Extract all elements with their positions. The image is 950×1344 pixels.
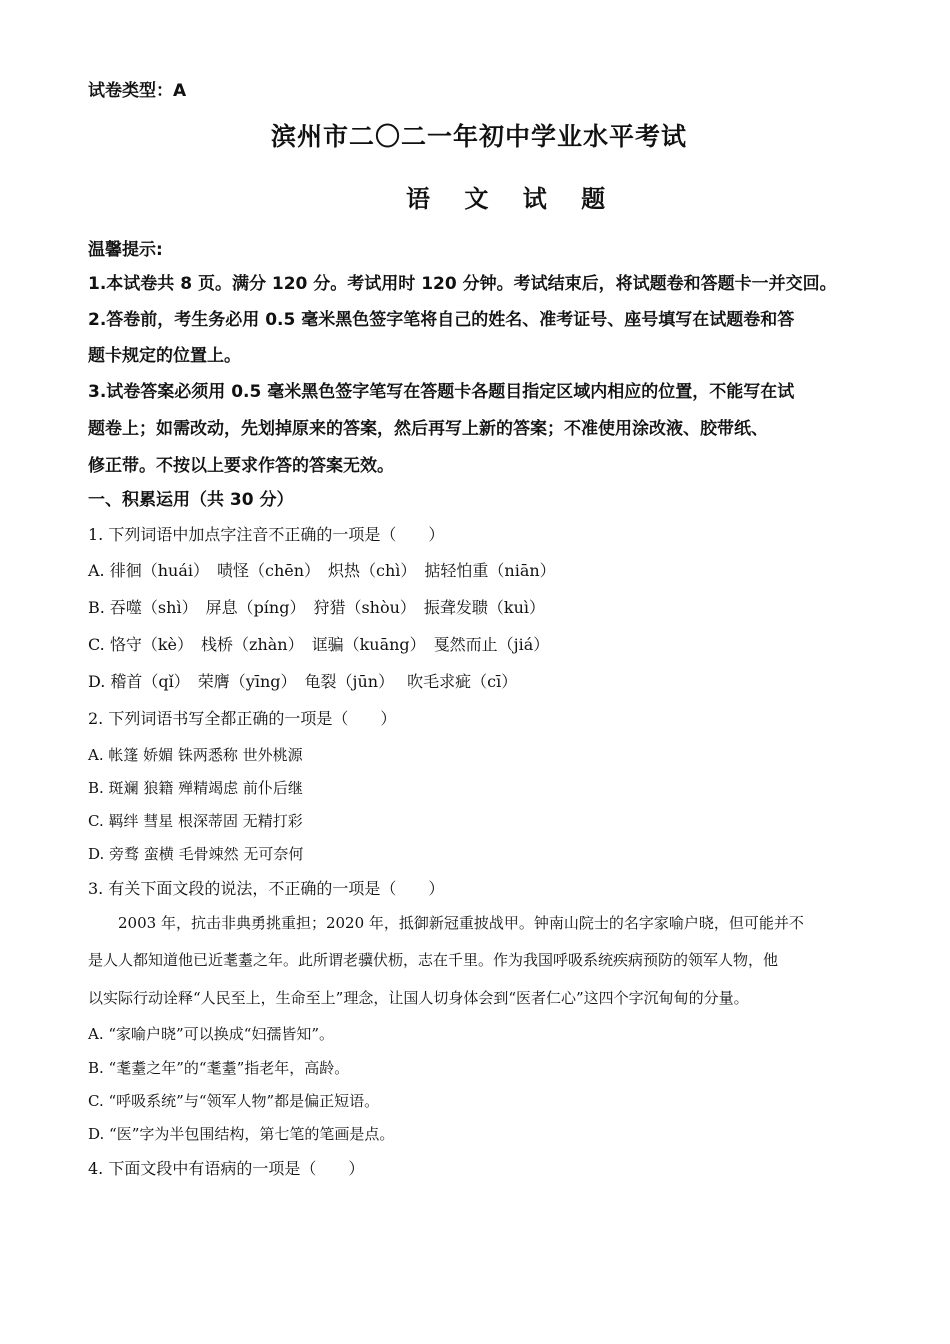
question-option: A. “家喻户晓”可以换成“妇孺皆知”。 <box>88 1025 335 1043</box>
question-option: C. “呼吸系统”与“领军人物”都是偏正短语。 <box>88 1092 380 1110</box>
passage-line: 是人人都知道他已近耄耋之年。此所谓老骥伏枥，志在千里。作为我国呼吸系统疾病预防的领军人物，他 <box>88 951 779 969</box>
question-option: A. 徘徊（huái） 啧怪（chēn） 炽热（chì） 掂轻怕重（niān） <box>88 561 556 580</box>
question-option: B. “耄耋之年”的“耄耋”指老年，高龄。 <box>88 1059 350 1077</box>
notice-line: 3.试卷答案必须用 0.5 毫米黑色签字笔写在答题卡各题目指定区域内相应的位置，不能写在试 <box>88 382 795 402</box>
question-option: D. “医”字为半包围结构，第七笔的笔画是点。 <box>88 1125 395 1143</box>
exam-title: 滨州市二〇二一年初中学业水平考试 <box>271 122 688 151</box>
notice-line: 题卷上；如需改动，先划掉原来的答案，然后再写上新的答案；不准使用涂改液、胶带纸、 <box>88 419 768 439</box>
question-option: B. 吞噬（shì） 屏息（píng） 狩猎（shòu） 振聋发聩（kuì） <box>88 598 546 617</box>
question-option: C. 恪守（kè） 栈桥（zhàn） 诓骗（kuāng） 戛然而止（jiá） <box>88 635 550 654</box>
question-option: D. 稽首（qǐ） 荣膺（yīng） 龟裂（jūn） 吹毛求疵（cī） <box>88 672 518 691</box>
question-stem: 2. 下列词语书写全都正确的一项是（ ） <box>88 709 397 728</box>
passage-line: 以实际行动诠释“人民至上，生命至上”理念，让国人切身体会到“医者仁心”这四个字沉甸甸的分量。 <box>88 989 749 1007</box>
question-stem: 1. 下列词语中加点字注音不正确的一项是（ ） <box>88 525 445 544</box>
notice-line: 题卡规定的位置上。 <box>88 346 241 366</box>
question-stem: 3. 有关下面文段的说法，不正确的一项是（ ） <box>88 879 445 898</box>
notice-line: 修正带。不按以上要求作答的答案无效。 <box>88 456 394 476</box>
subject-title: 语 文 试 题 <box>406 185 619 213</box>
question-option: C. 羁绊 彗星 根深蒂固 无精打彩 <box>88 812 303 830</box>
notice-heading: 温馨提示: <box>88 240 163 260</box>
question-option: D. 旁骛 蛮横 毛骨竦然 无可奈何 <box>88 845 304 863</box>
notice-line: 1.本试卷共 8 页。满分 120 分。考试用时 120 分钟。考试结束后，将试题卷和答题卡一并交回。 <box>88 274 837 294</box>
paper-type-label: 试卷类型：A <box>88 81 187 101</box>
question-option: B. 斑斓 狼籍 殚精竭虑 前仆后继 <box>88 779 303 797</box>
question-option: A. 帐篷 娇媚 铢两悉称 世外桃源 <box>88 746 303 764</box>
question-stem: 4. 下面文段中有语病的一项是（ ） <box>88 1159 365 1178</box>
section-heading: 一、积累运用（共 30 分） <box>88 490 294 510</box>
notice-line: 2.答卷前，考生务必用 0.5 毫米黑色签字笔将自己的姓名、准考证号、座号填写在试题卷和答 <box>88 310 795 330</box>
passage-line: 2003 年，抗击非典勇挑重担；2020 年，抵御新冠重披战甲。钟南山院士的名字家喻户晓，但可能并不 <box>118 914 804 932</box>
